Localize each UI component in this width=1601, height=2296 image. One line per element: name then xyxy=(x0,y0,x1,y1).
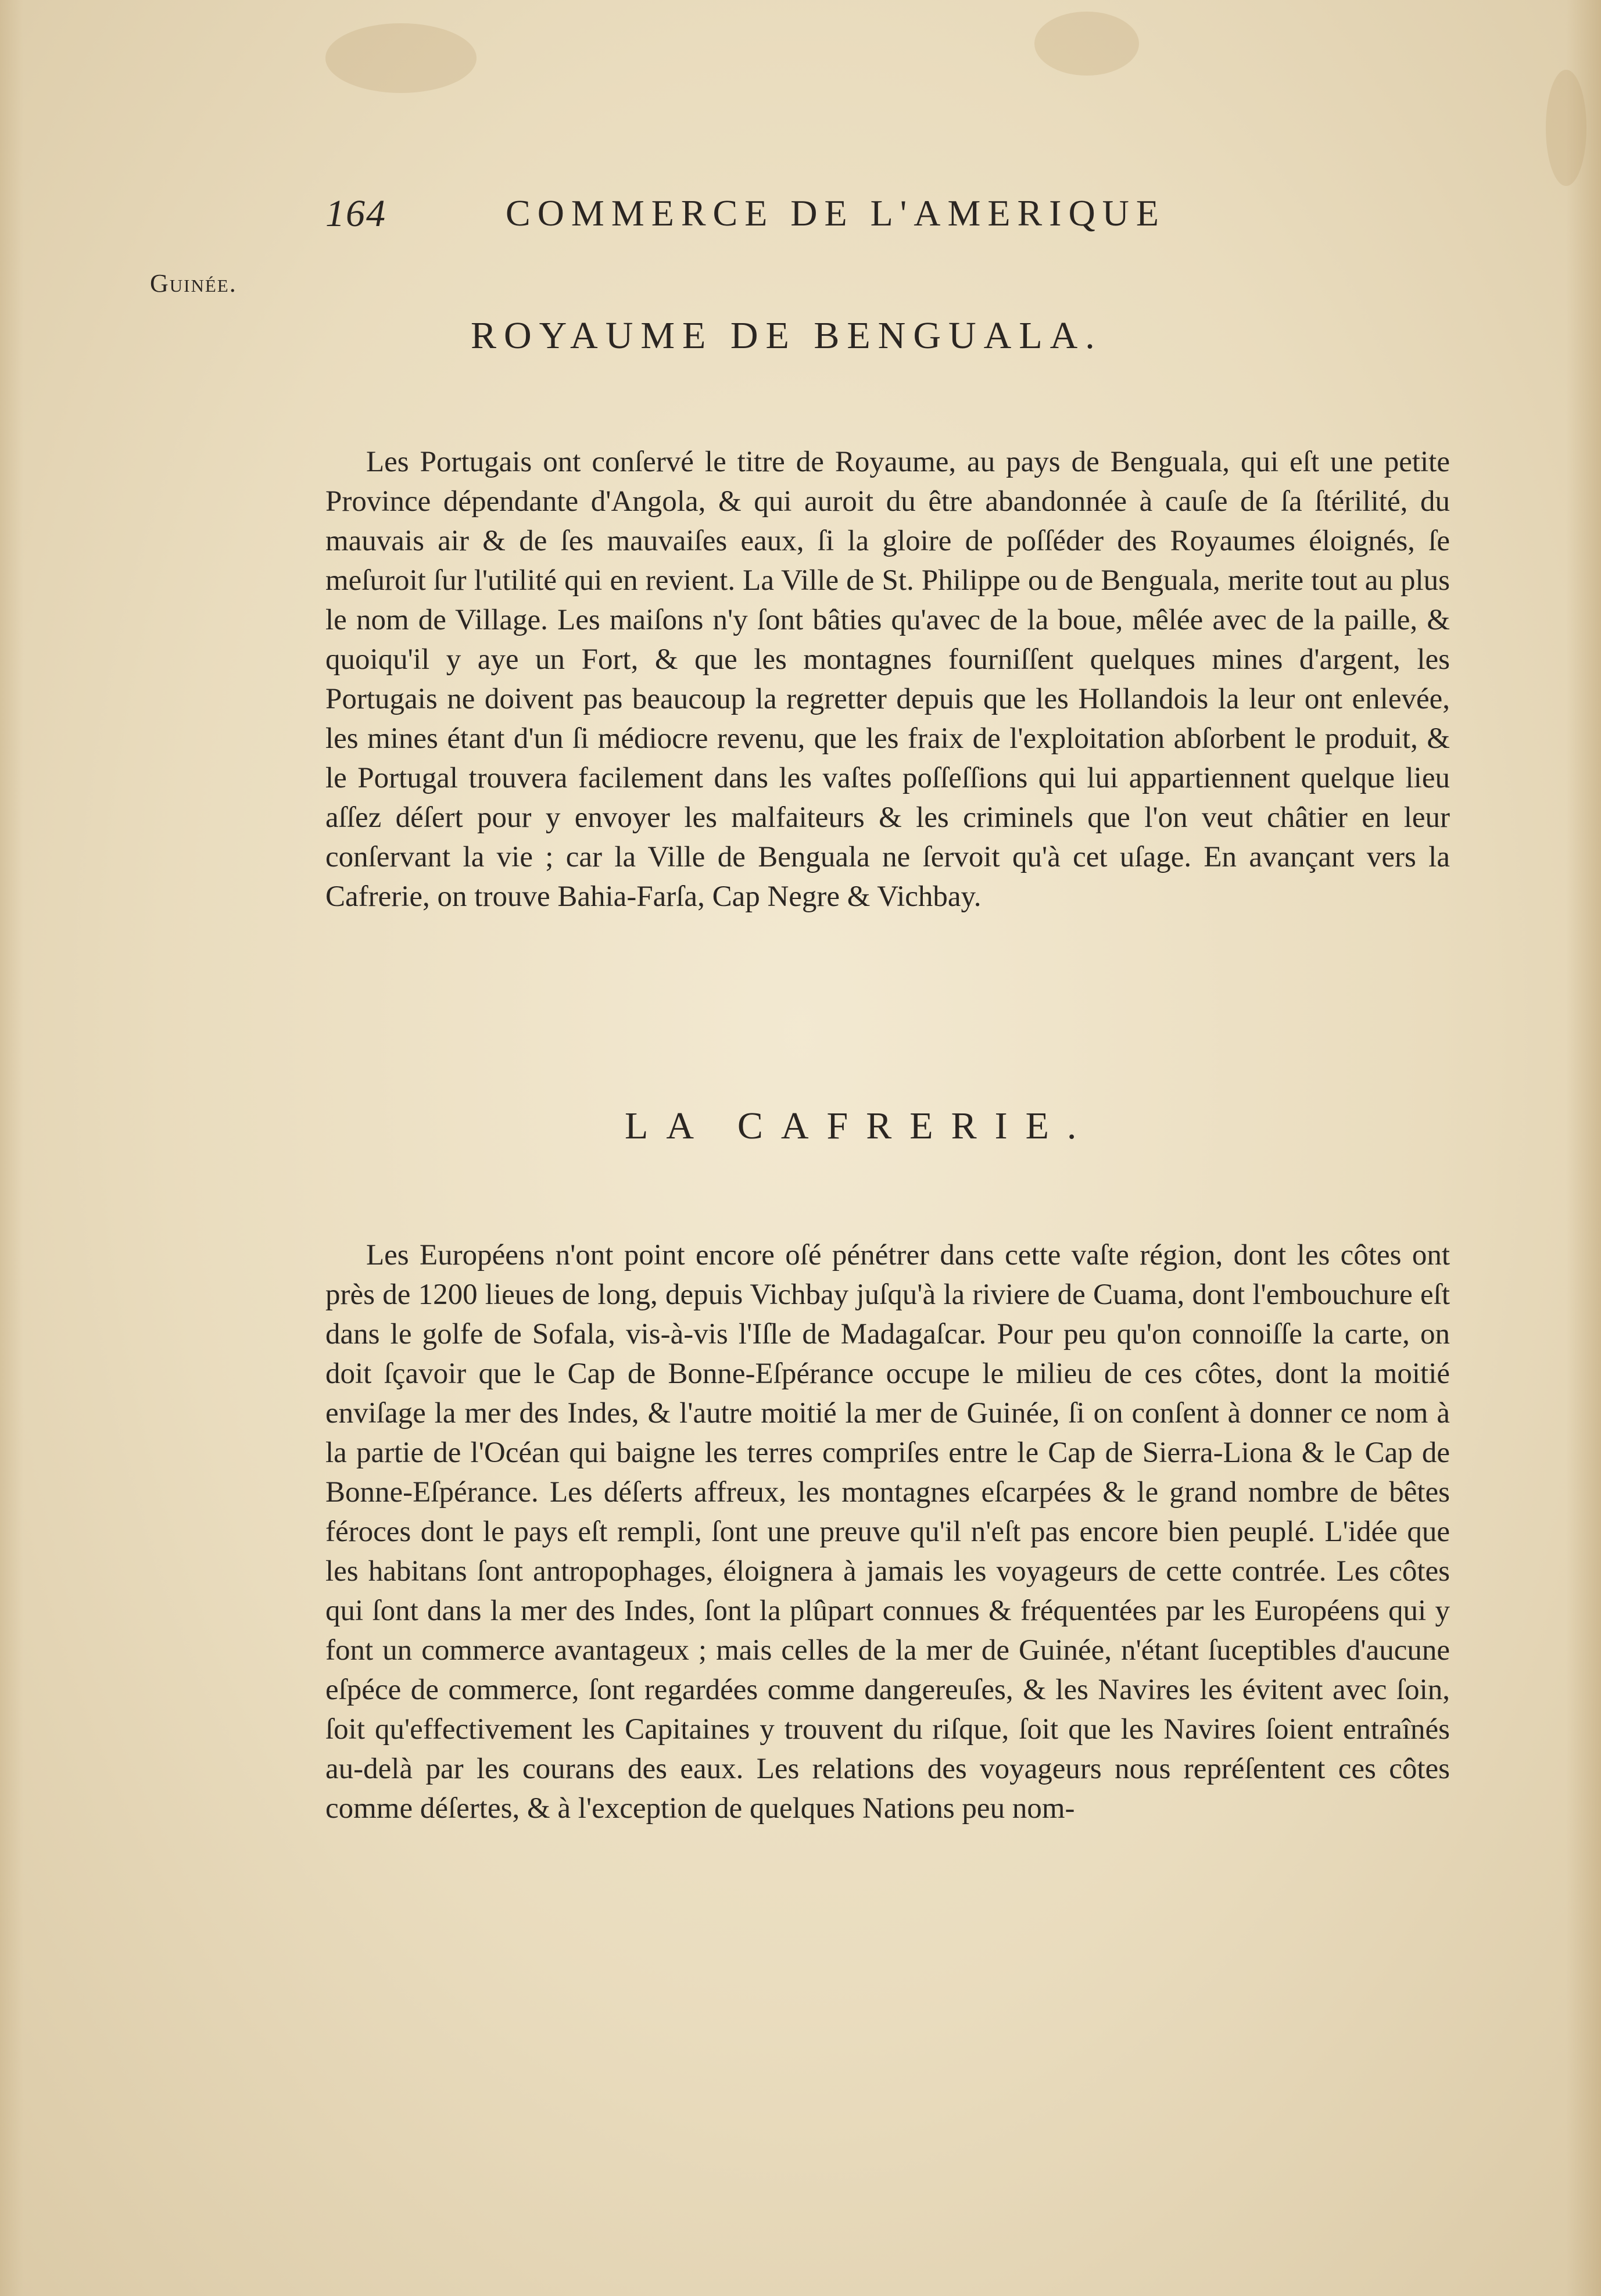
page-header xyxy=(325,192,1290,244)
paper-stain xyxy=(325,23,477,93)
paragraph-benguala: Les Portugais ont conſervé le titre de Royaume, au pays de Benguala, qui eſt une petite Province dépendante d'Angola, & qui auroit du être abandonnée à cauſe de ſa ſtérilité, du mauvais air & de ſes mauvaiſes eaux, ſi la gloire de poſſéder des Royaumes éloignés, ſe meſuroit ſur l'utilité qui en revient. La Ville de St. Philippe ou de Benguala, merite tout au plus le nom de Village. Les maiſons n'y ſont bâties qu'avec de la boue, mêlée avec de la paille, & quoiqu'il y aye un Fort, & que les montagnes fourniſſent quelques mines d'argent, les Portugais ne doivent pas beaucoup la regretter depuis que les Hollandois la leur ont enlevée, les mines étant d'un ſi médiocre revenu, que les fraix de l'exploitation abſorbent le produit, & le Portugal trouvera facilement dans les vaſtes poſſeſſions qui lui appartiennent quelque lieu aſſez déſert pour y envoyer les malfaiteurs & les criminels que l'on veut châtier en leur conſervant la vie ; car la Ville de Benguala ne ſervoit qu'à cet uſage. En avançant vers la Cafrerie, on trouve Bahia-Farſa, Cap Negre & Vichbay. xyxy=(325,446,1450,913)
paper-stain xyxy=(1546,70,1586,186)
paper-stain xyxy=(1034,12,1139,76)
running-title: COMMERCE DE L'AMERIQUE xyxy=(506,192,1166,234)
paragraph-cafrerie: Les Européens n'ont point encore oſé pénétrer dans cette vaſte région, dont les côtes ont près de 1200 lieues de long, depuis Vichbay juſqu'à la riviere de Cuama, dont l'embouchure eſt dans le golfe de Sofala, vis-à-vis l'Iſle de Madagaſcar. Pour peu qu'on connoiſſe la carte, on doit ſçavoir que le Cap de Bonne-Eſpérance occupe le milieu de ces côtes, dont la moitié enviſage la mer des Indes, & l'autre moitié la mer de Guinée, ſi on conſent à donner ce nom à la partie de l'Océan qui baigne les terres compriſes entre le Cap de Sierra-Liona & le Cap de Bonne-Eſpérance. Les déſerts affreux, les montagnes eſcarpées & le grand nombre de bêtes féroces dont le pays eſt rempli, ſont une preuve qu'il n'eſt pas encore bien peuplé. L'idée que les habitans ſont antropophages, éloignera à jamais les voyageurs de cette contrée. Les côtes qui ſont dans la mer des Indes, ſont la plûpart connues & fréquentées par les Européens qui y font un commerce avantageux ; mais celles de la mer de Guinée, n'étant ſuceptibles d'aucune eſpéce de commerce, ſont regardées comme dangereuſes, & les Navires les évitent avec ſoin, ſoit qu'effectivement les Capitaines y trouvent du riſque, ſoit que les Navires ſoient entraînés au-delà par les courans des eaux. Les relations des voyageurs nous repréſentent ces côtes comme déſertes, & à l'exception de quelques Nations peu nom- xyxy=(325,1239,1450,1825)
margin-note: Guinée. xyxy=(150,269,237,298)
section-title-cafrerie: LA CAFRERIE. xyxy=(625,1105,1095,1147)
section-title-benguala: ROYAUME DE BENGUALA. xyxy=(471,314,1102,357)
page-number: 164 xyxy=(325,192,386,235)
